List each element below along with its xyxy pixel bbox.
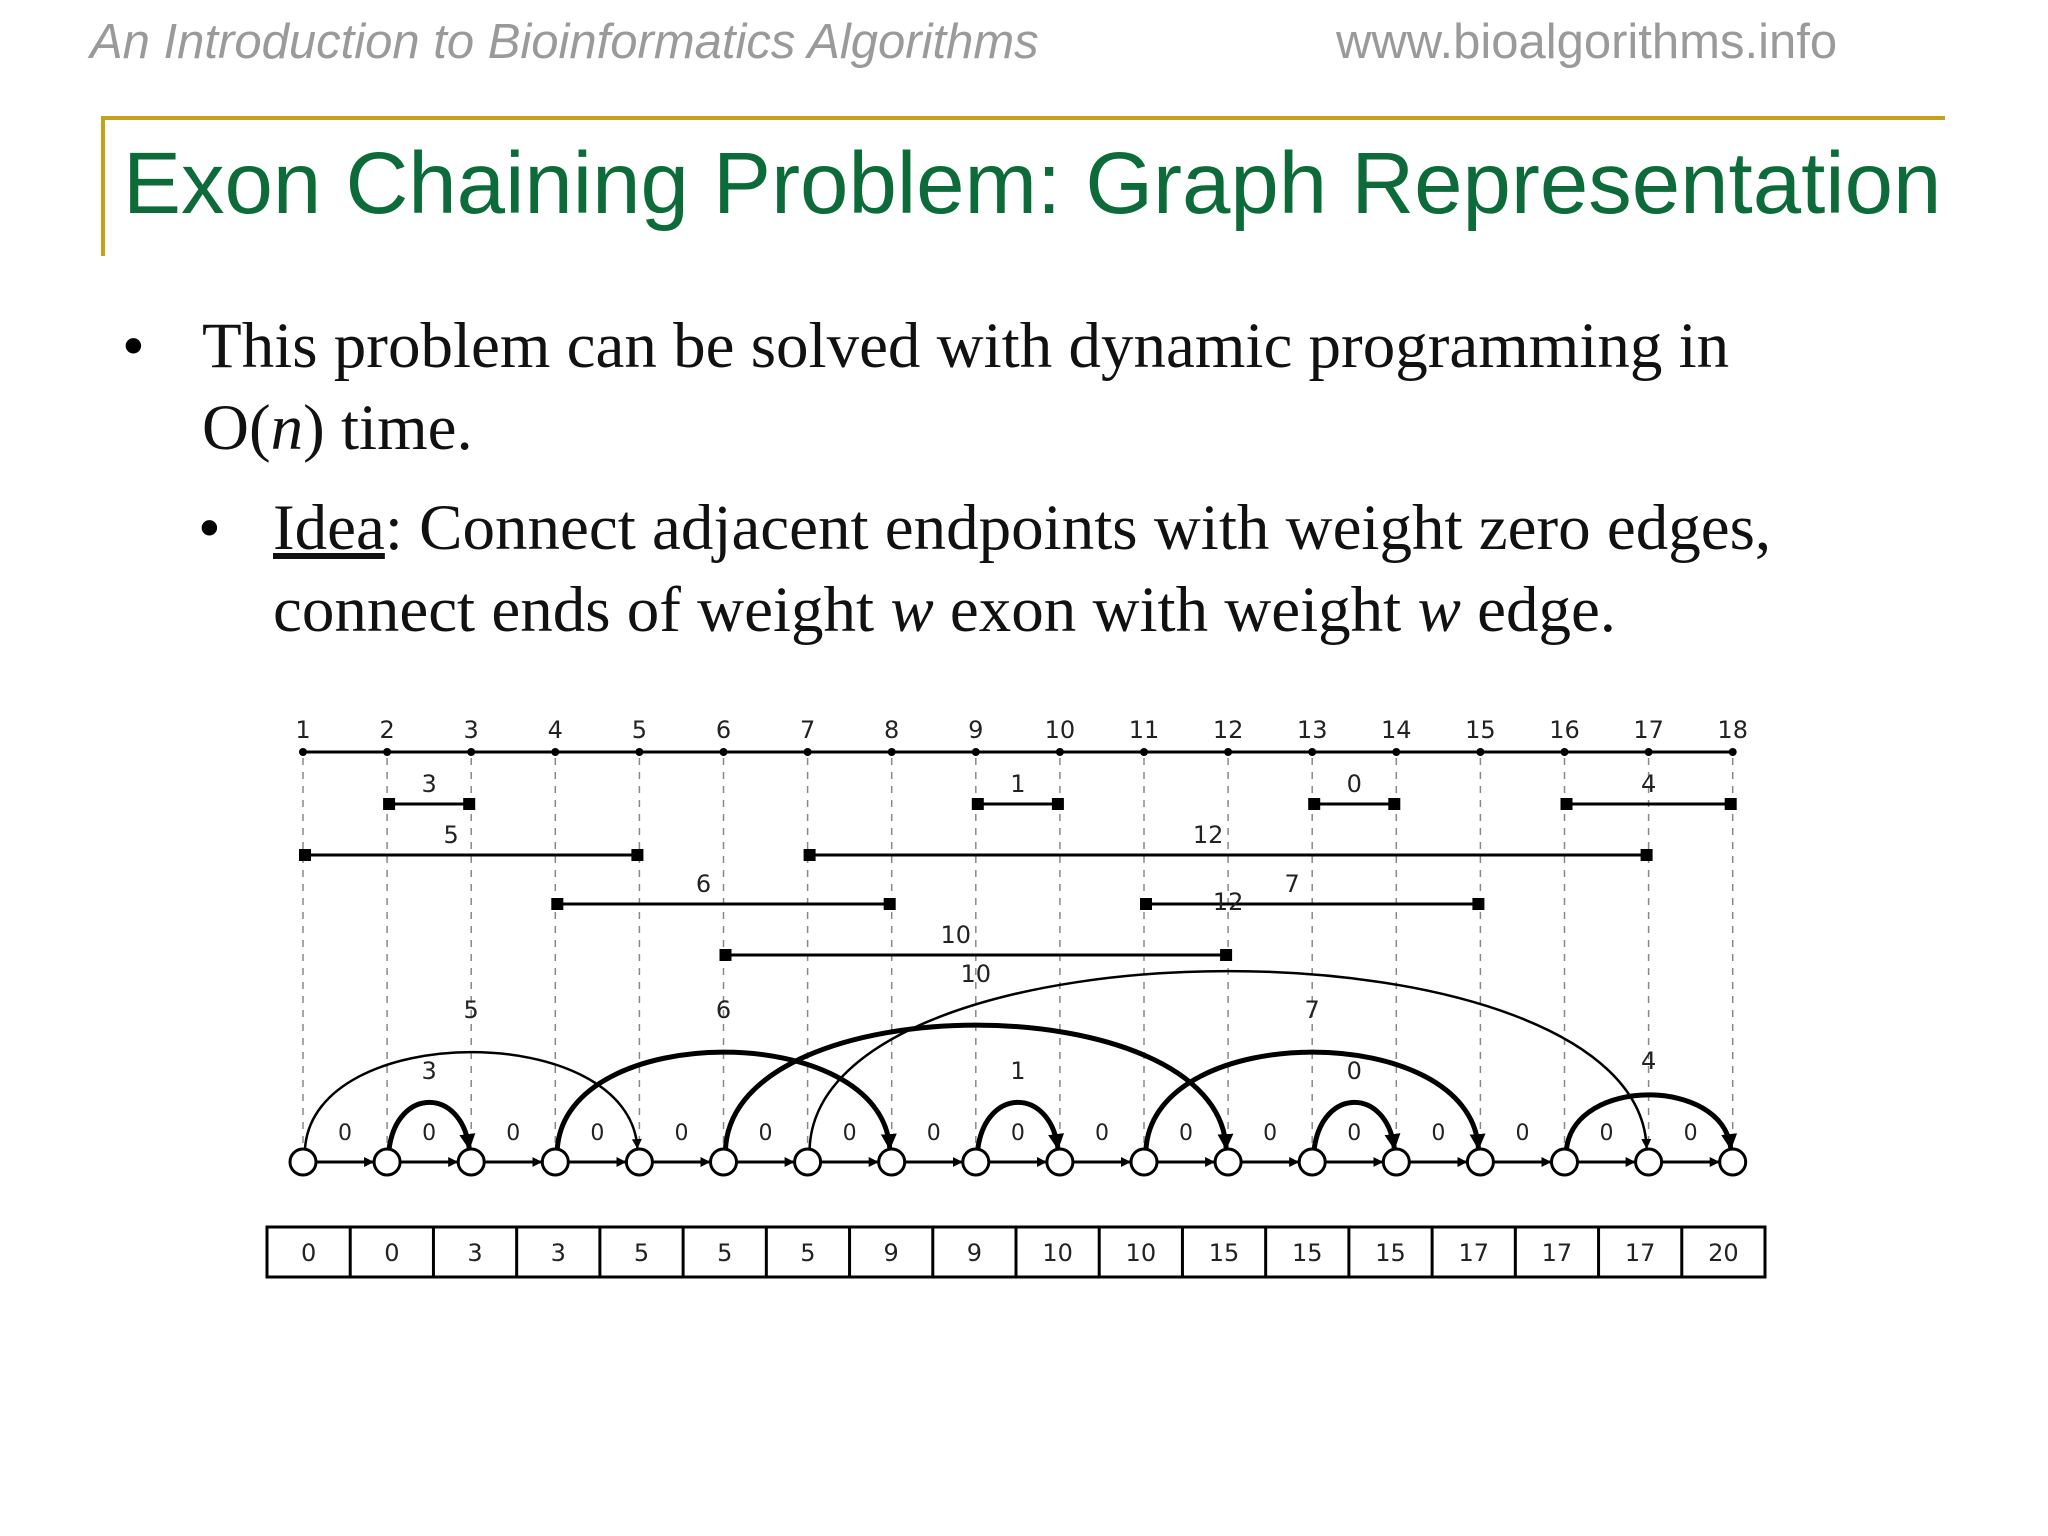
site-url: www.bioalgorithms.info [1336,15,1838,69]
axis-tick [467,748,475,756]
sub-bullet-marker: • [198,492,221,564]
position-label: 15 [1465,716,1496,744]
position-label: 5 [631,716,648,744]
bullet1-var: n [270,392,304,464]
exon-weight-label: 0 [1346,770,1362,798]
exon-weight-label: 12 [1192,821,1224,849]
zero-edge-label: 0 [1431,1121,1446,1146]
axis-tick [1392,748,1400,756]
score-cell: 9 [966,1239,983,1267]
score-cell: 15 [1208,1239,1240,1267]
graph-node [1552,1149,1578,1175]
score-cell: 5 [800,1239,816,1267]
zero-edge-label: 0 [506,1121,521,1146]
zero-edge-label: 0 [1094,1121,1109,1146]
graph-node [1215,1149,1241,1175]
zero-edge-label: 0 [1515,1121,1530,1146]
score-cell: 15 [1375,1239,1406,1267]
zero-edge-label: 0 [1010,1121,1025,1146]
axis-tick [804,748,812,756]
position-label: 4 [547,716,563,744]
axis-tick [1561,748,1569,756]
bullet1-text-pre: This problem can be solved with dynamic programming in O( [202,310,1730,464]
slide-title: Exon Chaining Problem: Graph Representation [123,135,1942,232]
zero-edge-label: 0 [1683,1121,1698,1146]
position-label: 1 [295,716,311,744]
arc-weight-label: 3 [421,1057,437,1085]
graph-node [1383,1149,1409,1175]
exon-endpoint [972,798,984,810]
axis-tick [1140,748,1148,756]
score-cell: 5 [633,1239,650,1267]
position-label: 13 [1296,716,1328,744]
axis-tick [720,748,728,756]
arc-weight-label: 4 [1640,1047,1657,1075]
exon-weight-label: 3 [421,770,437,798]
zero-edge-label: 0 [1599,1121,1614,1146]
exon-endpoint [299,849,311,861]
position-label: 16 [1549,716,1580,744]
zero-edge-label: 0 [338,1121,353,1146]
score-cell: 15 [1292,1239,1323,1267]
zero-edge-label: 0 [926,1121,941,1146]
position-label: 2 [379,716,395,744]
graph-node [1047,1149,1073,1175]
arc-weight-label: 0 [1346,1057,1362,1085]
axis-tick [383,748,391,756]
zero-edge-label: 0 [590,1121,605,1146]
score-cell: 20 [1708,1239,1739,1267]
idea-label: Idea [273,492,385,564]
graph-node [458,1149,484,1175]
idea-w-1: w [890,574,934,646]
position-label: 7 [799,716,816,744]
position-label: 6 [715,716,732,744]
exon-endpoint [1220,949,1232,961]
graph-node [711,1149,737,1175]
graph-node [1720,1149,1746,1175]
zero-edge-label: 0 [758,1121,773,1146]
axis-tick [1224,748,1232,756]
exon-endpoint [1641,849,1653,861]
position-label: 8 [884,716,900,744]
axis-tick [1056,748,1064,756]
idea-text-2: exon with weight [933,574,1418,646]
score-cell: 9 [883,1239,899,1267]
exon-endpoint [463,798,475,810]
graph-node [290,1149,316,1175]
position-label: 11 [1128,716,1160,744]
axis-tick [551,748,559,756]
exon-endpoint [1472,898,1484,910]
position-label: 10 [1044,716,1076,744]
exon-endpoint [551,898,563,910]
score-cell: 3 [467,1239,483,1267]
score-cell: 10 [1042,1239,1073,1267]
graph-node [1636,1149,1662,1175]
exon-weight-label: 5 [443,821,459,849]
graph-node [963,1149,989,1175]
exon-endpoint [1140,898,1152,910]
exon-endpoint [1308,798,1320,810]
axis-tick [888,748,896,756]
score-cell: 3 [550,1239,566,1267]
graph-node [879,1149,905,1175]
graph-node [542,1149,568,1175]
zero-edge-label: 0 [674,1121,689,1146]
arc-weight-label: 10 [960,960,992,988]
arc-weight-label: 1 [1010,1057,1026,1085]
graph-node [795,1149,821,1175]
position-label: 9 [968,716,984,744]
position-label: 14 [1381,716,1412,744]
zero-edge-label: 0 [1263,1121,1278,1146]
exon-endpoint [1725,798,1737,810]
idea-text-1: : Connect adjacent endpoints with weight zero edges, connect ends of weight [273,492,1772,646]
arc-weight-label: 6 [715,996,732,1024]
arc-weight-label: 12 [1212,888,1244,916]
exon-endpoint [383,798,395,810]
zero-edge-label: 0 [422,1121,437,1146]
axis-tick [299,748,307,756]
position-label: 12 [1212,716,1244,744]
axis-tick [1645,748,1653,756]
axis-tick [1308,748,1316,756]
position-label: 3 [463,716,479,744]
exon-endpoint [631,849,643,861]
exon-weight-label: 6 [695,870,712,898]
bullet-marker: • [122,310,145,382]
zero-edge-label: 0 [1179,1121,1194,1146]
position-label: 17 [1633,716,1664,744]
score-cell: 17 [1458,1239,1489,1267]
exon-weight-label: 7 [1284,870,1300,898]
zero-edge-label: 0 [1347,1121,1362,1146]
score-cell: 10 [1125,1239,1157,1267]
bullet1-text-post: ) time. [303,392,473,464]
exon-endpoint [804,849,816,861]
score-cell: 17 [1624,1239,1656,1267]
position-label: 18 [1717,716,1748,744]
exon-endpoint [720,949,732,961]
axis-tick [972,748,980,756]
arc-weight-label: 5 [463,996,479,1024]
exon-endpoint [884,898,896,910]
score-cell: 0 [384,1239,400,1267]
axis-tick [1729,748,1737,756]
course-title: An Introduction to Bioinformatics Algorithms [90,15,1039,69]
graph-node [626,1149,652,1175]
exon-weight-label: 1 [1010,770,1026,798]
score-cell: 5 [717,1239,733,1267]
zero-edge-label: 0 [842,1121,857,1146]
idea-text-3: edge. [1460,574,1617,646]
exon-weight-label: 4 [1640,770,1657,798]
score-cell: 0 [300,1239,317,1267]
score-cell: 17 [1541,1239,1573,1267]
exon-endpoint [1561,798,1573,810]
graph-node [1299,1149,1325,1175]
exon-endpoint [1052,798,1064,810]
graph-node [1467,1149,1493,1175]
graph-node [374,1149,400,1175]
idea-w-2: w [1417,574,1461,646]
graph-node [1131,1149,1157,1175]
exon-weight-label: 10 [940,921,972,949]
arc-weight-label: 7 [1304,996,1320,1024]
axis-tick [635,748,643,756]
exon-endpoint [1388,798,1400,810]
axis-tick [1476,748,1484,756]
